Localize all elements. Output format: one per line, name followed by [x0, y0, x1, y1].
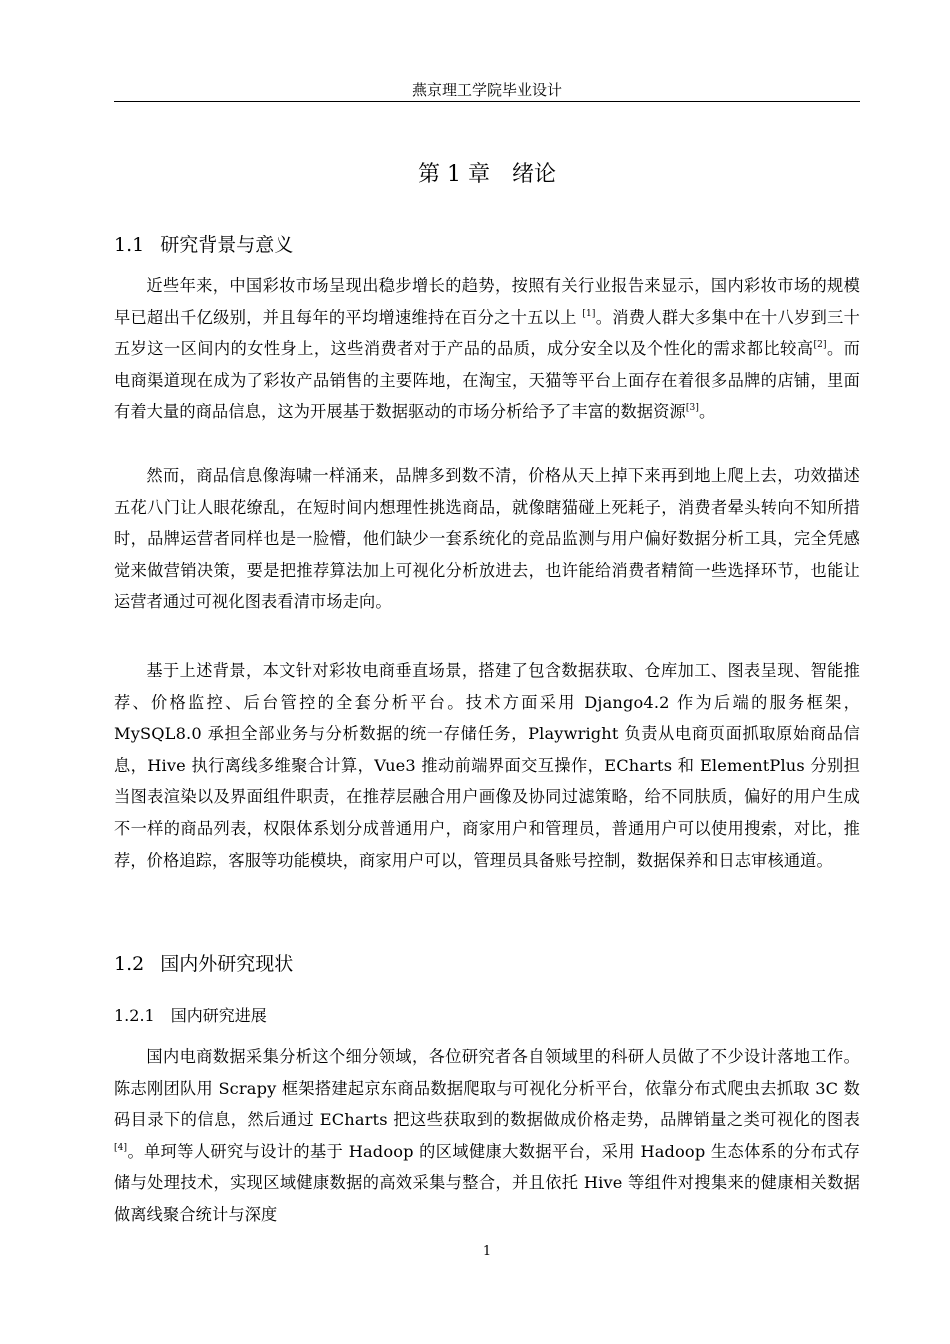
paragraph-text: 近些年来，中国彩妆市场呈现出稳步增长的趋势，按照有关行业报告来显示，国内彩妆市场的规模早已超出千亿级别，并且每年的平均增速维持在百分之十五以上: [114, 276, 860, 327]
header-rule: [114, 101, 860, 102]
page-number: 1: [482, 1244, 492, 1259]
citation-1: [1]: [582, 308, 596, 319]
paragraph-background: [114, 270, 860, 428]
paragraph-domestic-research: [114, 1041, 860, 1231]
section-heading-1-1: [114, 232, 860, 258]
paragraph-text: 。: [699, 402, 716, 422]
paragraph-text: 。而电商渠道现在成为了彩妆产品销售的主要阵地，在淘宝，天猫等平台上面存在着很多品牌的店铺，里面有着大量的商品信息，这为开展基于数据驱动的市场分析给予了丰富的数据资源: [114, 339, 860, 422]
running-header: 燕京理工学院毕业设计: [411, 81, 562, 99]
paragraph-approach: 基于上述背景，本文针对彩妆电商垂直场景，搭建了包含数据获取、仓库加工、图表呈现、智能推荐、价格监控、后台管控的全套分析平台。技术方面采用 Django4.2 作为后端的服务框架，MySQL8.0 承担全部业务与分析数据的统一存储任务，Playwright 负责从电商页面抓取原始商品信息，Hive 执行离线多维聚合计算，Vue3 推动前端界面交互操作，ECharts 和 ElementPlus 分别担当图表渲染以及界面组件职责，在推荐层融合用户画像及协同过滤策略，给不同肤质，偏好的用户生成不一样的商品列表，权限体系划分成普通用户，商家用户和管理员，普通用户可以使用搜索，对比，推荐，价格追踪，客服等功能模块，商家用户可以，管理员具备账号控制，数据保养和日志审核通道。: [114, 661, 860, 870]
subsection-number: 1.2.1: [114, 1006, 155, 1025]
citation-4: [4]: [114, 1142, 128, 1153]
section-title: 研究背景与意义: [160, 234, 294, 256]
paragraph-problem: 然而，商品信息像海啸一样涌来，品牌多到数不清，价格从天上掉下来再到地上爬上去，功效描述五花八门让人眼花缭乱，在短时间内想理性挑选商品，就像瞎猫碰上死耗子，消费者晕头转向不知所措时，品牌运营者同样也是一脸懵，他们缺少一套系统化的竞品监测与用户偏好数据分析工具，完全凭感觉来做营销决策，要是把推荐算法加上可视化分析放进去，也许能给消费者精简一些选择环节，也能让运营者通过可视化图表看清市场走向。: [114, 466, 860, 612]
subsection-title: 国内研究进展: [170, 1006, 267, 1025]
citation-3: [3]: [685, 403, 700, 414]
paragraph-text: 。消费人群大多集中在十八岁到三十五岁这一区间内的女性身上，这些消费者对于产品的品质，成分安全以及个性化的需求都比较高: [114, 307, 860, 359]
section-number: 1.2: [114, 953, 145, 975]
paragraph-text: 国内电商数据采集分析这个细分领域，各位研究者各自领域里的科研人员做了不少设计落地工作。陈志刚团队用 Scrapy 框架搭建起京东商品数据爬取与可视化分析平台，依靠分布式爬虫去抓取 3C 数码目录下的信息，然后通过 ECharts 把这些获取到的数据做成价格走势，品牌销量之类可视化的图表: [114, 1047, 860, 1130]
citation-2: [2]: [813, 340, 827, 351]
section-heading-1-2: [114, 951, 860, 977]
paragraph-text: 。单珂等人研究与设计的基于 Hadoop 的区域健康大数据平台，采用 Hadoop 生态体系的分布式存储与处理技术，实现区域健康数据的高效采集与整合，并且依托 Hive 等组件对搜集来的健康相关数据做离线聚合统计与深度: [114, 1141, 860, 1224]
section-number: 1.1: [114, 234, 145, 256]
subsection-heading-1-2-1: [114, 1005, 860, 1027]
chapter-title: 第 1 章 绪论: [418, 162, 556, 187]
section-title: 国内外研究现状: [160, 953, 294, 975]
